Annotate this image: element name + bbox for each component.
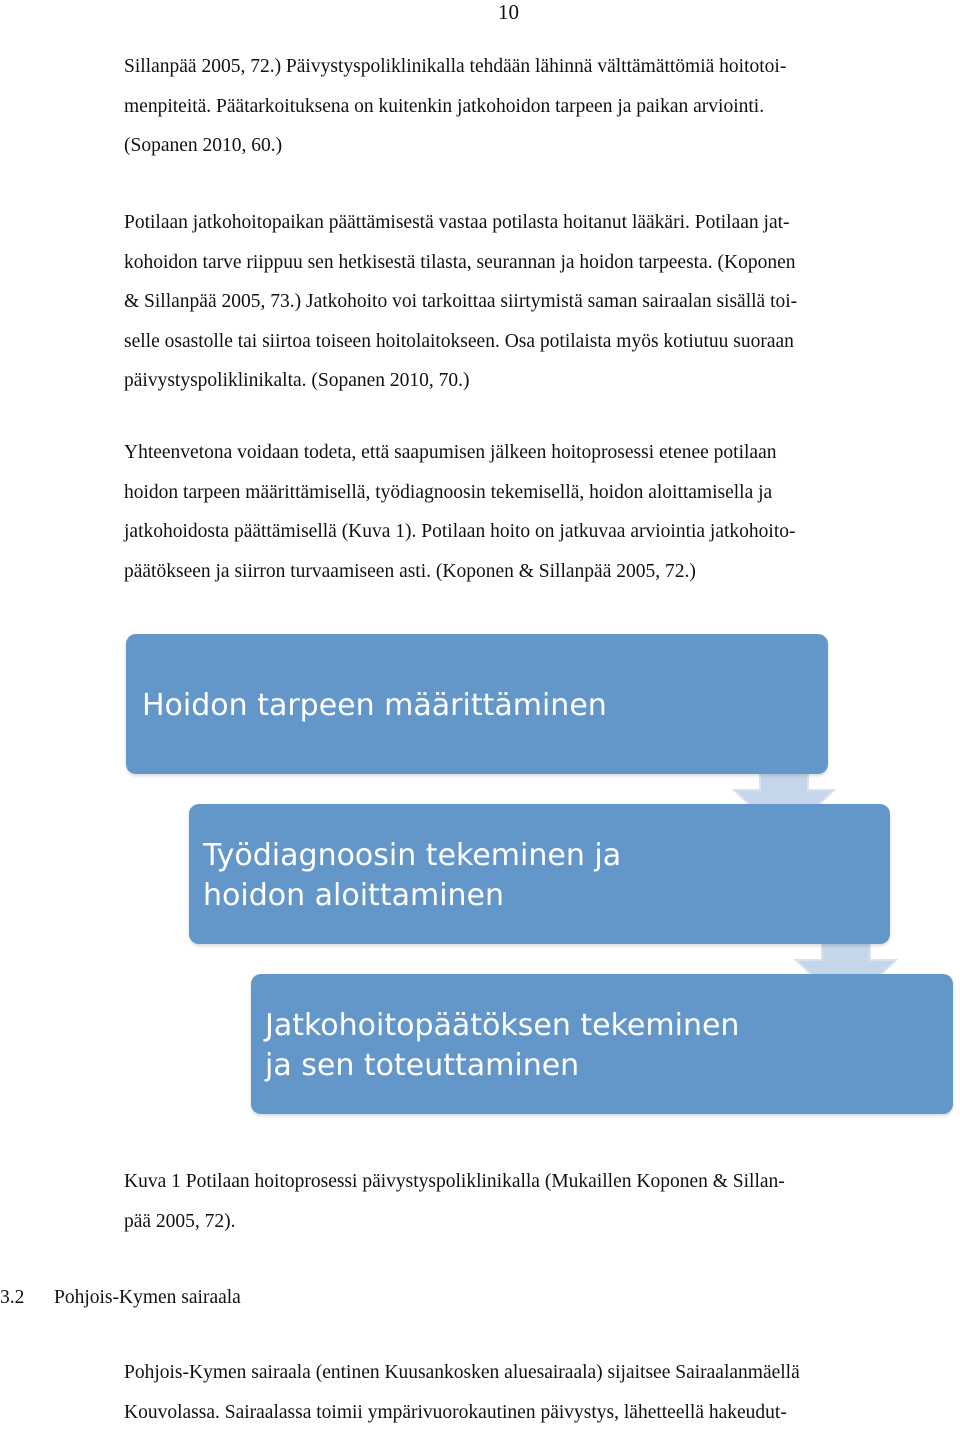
step-label: Hoidon tarpeen määrittäminen [142,686,607,726]
text-line: päätökseen ja siirron turvaamiseen asti. (Koponen & Sillanpää 2005, 72.) [124,552,920,592]
text-line: päivystyspoliklinikalta. (Sopanen 2010, 70.) [124,361,920,401]
step-label: ja sen toteuttaminen [265,1046,739,1086]
text-line: Yhteenvetona voidaan todeta, että saapumisen jälkeen hoitoprosessi etenee potilaan [124,433,920,473]
text-line: selle osastolle tai siirtoa toiseen hoitolaitokseen. Osa potilaista myös kotiutuu suoraan [124,322,920,362]
process-step-jatkohoitopaatos [251,974,953,1114]
text-line: Potilaan jatkohoitopaikan päättämisestä vastaa potilasta hoitanut lääkäri. Potilaan jat- [124,203,920,243]
text-line: (Sopanen 2010, 60.) [124,126,920,166]
text-line: hoidon tarpeen määrittämisellä, työdiagnoosin tekemisellä, hoidon aloittamisella ja [124,473,920,513]
section-heading [0,1281,241,1315]
step-label: hoidon aloittaminen [203,876,621,916]
step-label: Työdiagnoosin tekeminen ja [203,836,621,876]
caption-line: pää 2005, 72). [124,1202,920,1242]
text-line: Pohjois-Kymen sairaala (entinen Kuusankosken aluesairaala) sijaitsee Sairaalanmäellä [124,1353,920,1393]
text-line: Kouvolassa. Sairaalassa toimii ympärivuorokautinen päivystys, lähetteellä hakeudut- [124,1393,920,1432]
text-line: menpiteitä. Päätarkoituksena on kuitenkin jatkohoidon tarpeen ja paikan arviointi. [124,87,920,127]
figure-caption [124,1162,920,1241]
text-line: & Sillanpää 2005, 73.) Jatkohoito voi tarkoittaa siirtymistä saman sairaalan sisällä toi- [124,282,920,322]
process-step-tyodiagnoosi [189,804,890,944]
paragraph-pohjois-kymen-sairaala [124,1353,920,1432]
paragraph-jatkohoitopaikka [124,203,920,401]
section-number: 3.2 [0,1281,54,1315]
page-number: 10 [498,0,519,24]
text-line: jatkohoidosta päättämisellä (Kuva 1). Potilaan hoito on jatkuvaa arviointia jatkohoito- [124,512,920,552]
paragraph-yhteenveto [124,433,920,591]
paragraph-sopanen-continuation [124,47,920,166]
text-line: Sillanpää 2005, 72.) Päivystyspoliklinikalla tehdään lähinnä välttämättömiä hoitotoi- [124,47,920,87]
process-step-hoidon-tarpeen-maarittaminen [126,634,828,774]
text-line: kohoidon tarve riippuu sen hetkisestä tilasta, seurannan ja hoidon tarpeesta. (Koponen [124,243,920,283]
caption-line: Kuva 1 Potilaan hoitoprosessi päivystyspoliklinikalla (Mukaillen Koponen & Sillan- [124,1162,920,1202]
section-title: Pohjois-Kymen sairaala [54,1287,241,1308]
step-label: Jatkohoitopäätöksen tekeminen [265,1006,739,1046]
